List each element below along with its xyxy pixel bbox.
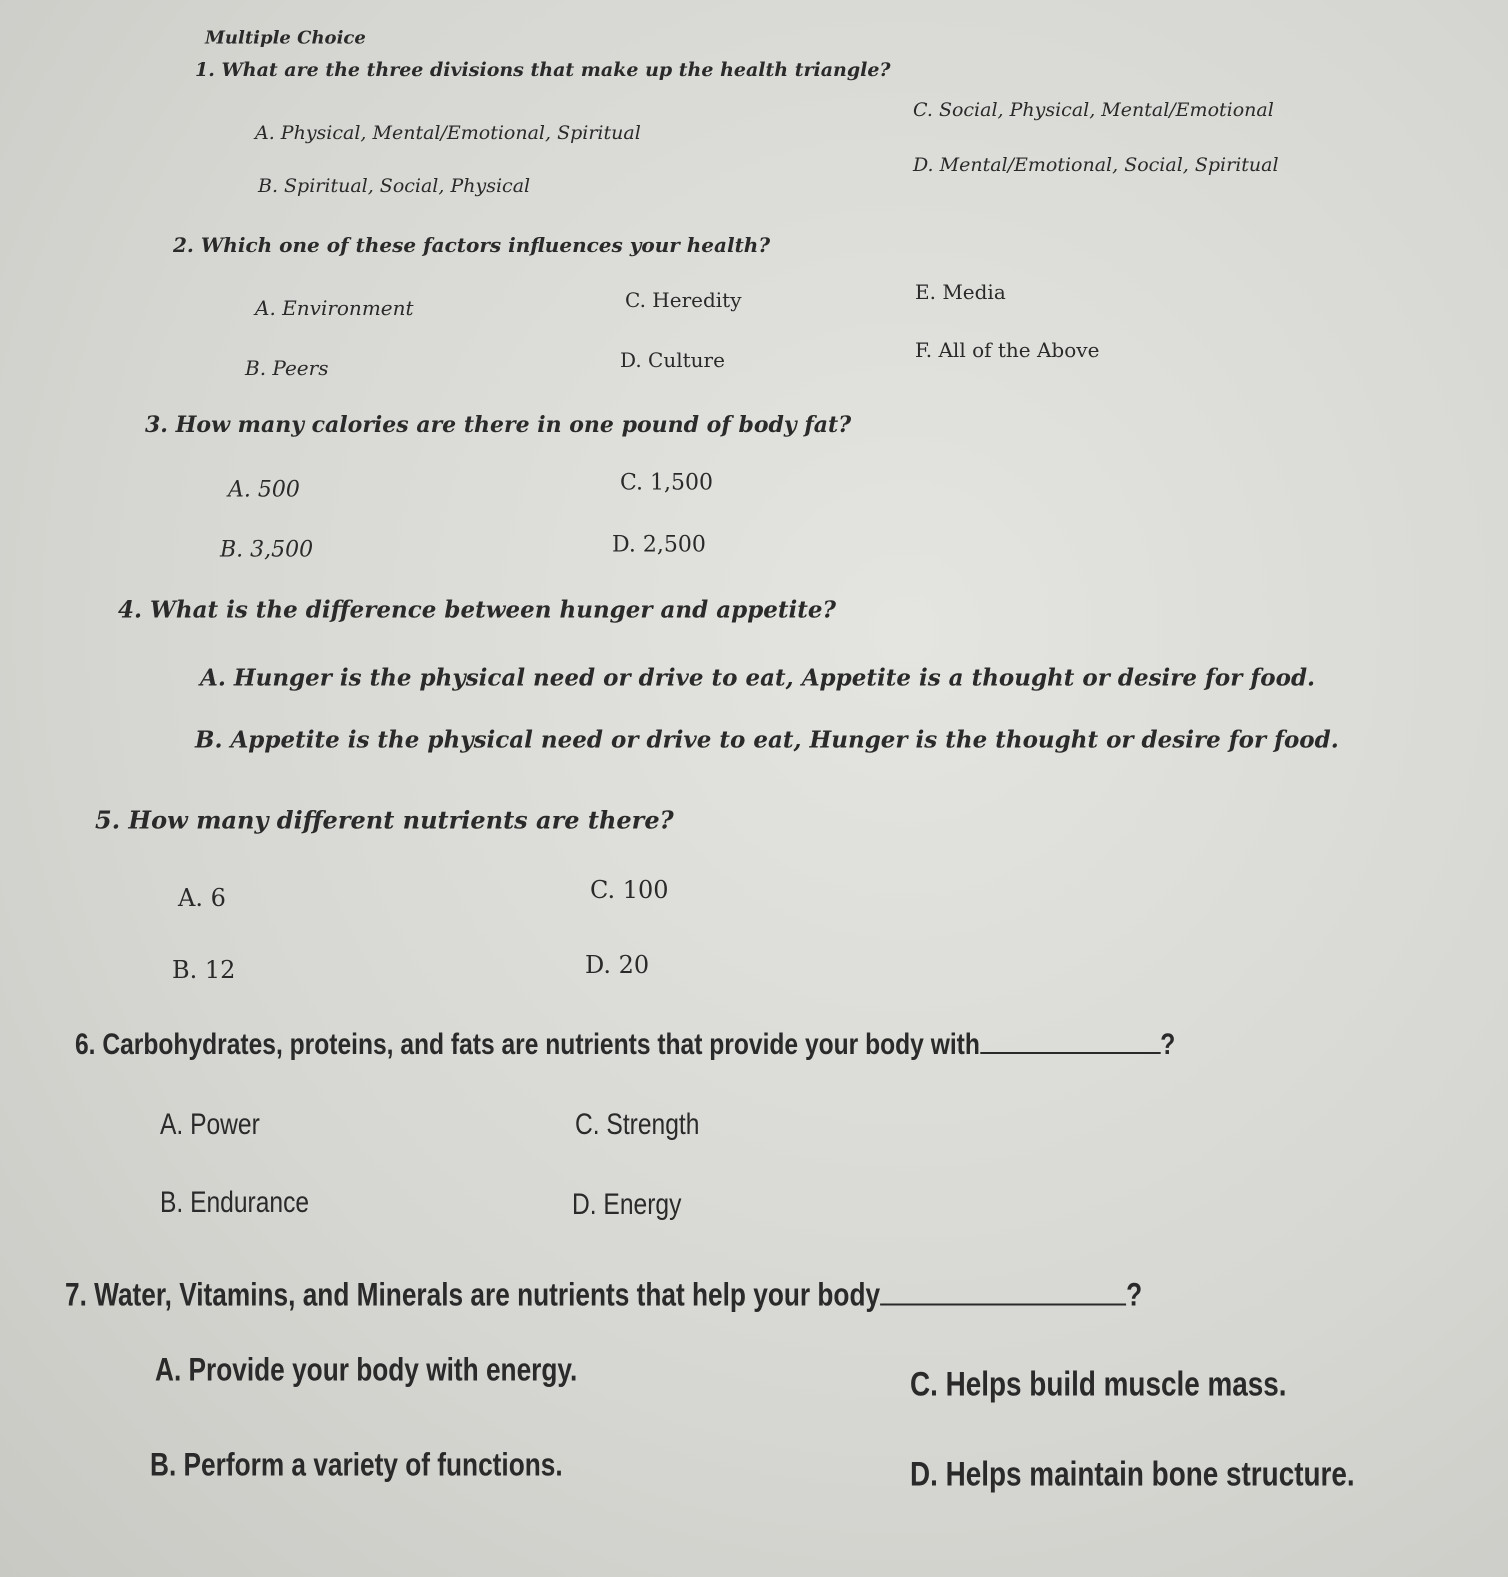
question-2: 2. Which one of these factors influences your health? (173, 233, 771, 257)
q2-option-a: A. Environment (255, 296, 414, 320)
q2-option-d: D. Culture (620, 348, 725, 372)
question-6-text: 6. Carbohydrates, proteins, and fats are nutrients that provide your body with (75, 1028, 980, 1061)
question-mark: ? (1126, 1276, 1143, 1313)
q1-option-d: D. Mental/Emotional, Social, Spiritual (913, 154, 1279, 176)
q5-option-a: A. 6 (178, 884, 226, 912)
q3-option-a: A. 500 (228, 477, 300, 503)
q2-option-b: B. Peers (245, 356, 329, 380)
q5-option-c: C. 100 (590, 876, 669, 904)
question-1: 1. What are the three divisions that make up the health triangle? (195, 59, 891, 81)
q5-option-b: B. 12 (172, 956, 236, 984)
q2-option-f: F. All of the Above (915, 338, 1100, 362)
answer-blank (880, 1304, 1126, 1306)
question-3: 3. How many calories are there in one pound of body fat? (145, 412, 852, 438)
question-4: 4. What is the difference between hunger and appetite? (118, 596, 837, 624)
q1-option-b: B. Spiritual, Social, Physical (258, 175, 531, 197)
q2-option-c: C. Heredity (625, 288, 742, 312)
q7-option-a: A. Provide your body with energy. (155, 1351, 578, 1388)
q1-option-a: A. Physical, Mental/Emotional, Spiritual (255, 122, 641, 144)
question-7-text: 7. Water, Vitamins, and Minerals are nutrients that help your body (65, 1276, 881, 1313)
question-mark: ? (1160, 1028, 1176, 1061)
q3-option-c: C. 1,500 (620, 470, 714, 496)
q3-option-b: B. 3,500 (220, 537, 314, 563)
q6-option-c: C. Strength (575, 1108, 700, 1141)
q1-option-c: C. Social, Physical, Mental/Emotional (913, 99, 1274, 121)
q6-option-a: A. Power (160, 1108, 260, 1141)
q7-option-b: B. Perform a variety of functions. (150, 1446, 563, 1483)
question-5: 5. How many different nutrients are there? (95, 805, 674, 835)
q4-option-b: B. Appetite is the physical need or drive to eat, Hunger is the thought or desire for food. (195, 726, 1339, 754)
answer-blank (980, 1052, 1160, 1054)
q6-option-d: D. Energy (572, 1188, 682, 1221)
q3-option-d: D. 2,500 (612, 532, 706, 558)
question-6 (75, 1028, 1175, 1062)
q4-option-a: A. Hunger is the physical need or drive to eat, Appetite is a thought or desire for food. (200, 664, 1316, 692)
q6-option-b: B. Endurance (160, 1186, 310, 1219)
q7-option-c: C. Helps build muscle mass. (910, 1365, 1287, 1404)
q2-option-e: E. Media (915, 280, 1006, 304)
section-title: Multiple Choice (205, 27, 366, 49)
q5-option-d: D. 20 (585, 951, 650, 979)
question-7 (65, 1277, 1142, 1314)
q7-option-d: D. Helps maintain bone structure. (910, 1455, 1355, 1494)
